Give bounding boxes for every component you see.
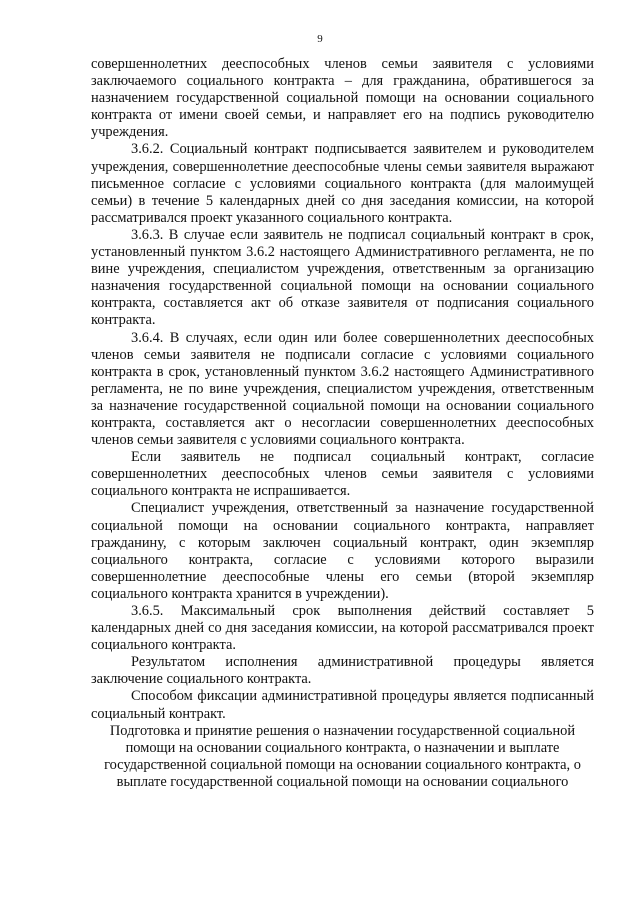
page-number: 9: [317, 33, 323, 45]
paragraph-continuation: совершеннолетних дееспособных членов семьи заявителя с условиями заключаемого социального контракта – для гражданина, обратившегося за назначением государственной социальной помощи на основании социального контракта от имени своей семьи, и направляет его на подпись руководителю учреждения.: [91, 56, 594, 141]
paragraph-result: Результатом исполнения административной процедуры является заключение социального контракта.: [91, 654, 594, 688]
paragraph-3-6-4: 3.6.4. В случаях, если один или более совершеннолетних дееспособных членов семьи заявителя не подписали согласие с условиями социального контракта в срок, установленный пунктом 3.6.2 настоящего Административного регламента, не по вине учреждения, специалистом учреждения, ответственным за назначение государственной социальной помощи на основании социального контракта, составляется акт о несогласии совершеннолетних дееспособных членов семьи заявителя с условиями социального контракта.: [91, 329, 594, 449]
document-body: [91, 56, 594, 791]
section-heading: Подготовка и принятие решения о назначении государственной социальной помощи на основании социального контракта, о назначении и выплате государственной социальной помощи на основании социального контракта, о выплате государственной социальной помощи на основании социального: [104, 722, 581, 790]
paragraph-no-signature: Если заявитель не подписал социальный контракт, согласие совершеннолетних дееспособных членов семьи заявителя с условиями социального контракта не испрашивается.: [91, 449, 594, 500]
paragraph-specialist: Специалист учреждения, ответственный за назначение государственной социальной помощи на основании социального контракта, направляет гражданину, с которым заключен социальный контракт, один экземпляр социального контракта, согласие с условиями которого выразили совершеннолетние дееспособные члены его семьи (второй экземпляр социального контракта хранится в учреждении).: [91, 500, 594, 602]
paragraph-3-6-2: 3.6.2. Социальный контракт подписывается заявителем и руководителем учреждения, совершеннолетние дееспособные члены семьи заявителя выражают письменное согласие с условиями социального контракта (для малоимущей семьи) в течение 5 календарных дней со дня заседания комиссии, на которой рассматривался проект указанного социального контракта.: [91, 141, 594, 226]
paragraph-3-6-3: 3.6.3. В случае если заявитель не подписал социальный контракт в срок, установленный пунктом 3.6.2 настоящего Административного регламента, не по вине учреждения, специалистом учреждения, ответственным за организацию назначения государственной социальной помощи на основании социального контракта, составляется акт об отказе заявителя от подписания социального контракта.: [91, 226, 594, 329]
paragraph-3-6-5: 3.6.5. Максимальный срок выполнения действий составляет 5 календарных дней со дня заседания комиссии, на которой рассматривался проект социального контракта.: [91, 603, 594, 654]
paragraph-fixation-method: Способом фиксации административной процедуры является подписанный социальный контракт.: [91, 688, 594, 722]
